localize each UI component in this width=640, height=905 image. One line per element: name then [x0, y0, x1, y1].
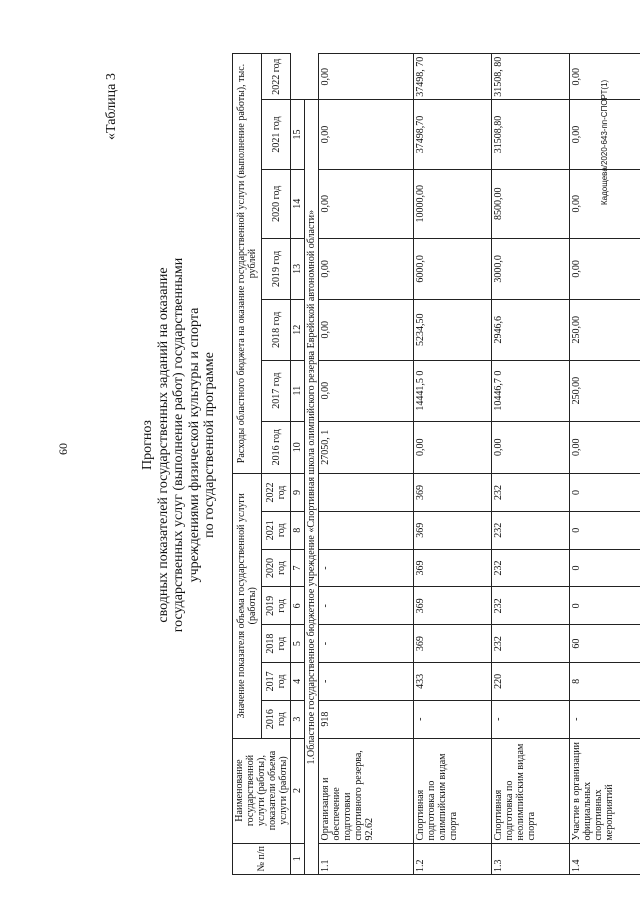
table-row: [319, 54, 414, 875]
row-value-cell: 369: [414, 511, 492, 549]
row-value-cell: -: [319, 587, 414, 625]
row-value-cell: 37498,70: [414, 100, 492, 169]
row-value-cell: 60: [570, 625, 640, 663]
row-number: 1.1: [319, 843, 414, 874]
table-row: [414, 54, 492, 875]
bud-year: 2016 год: [262, 421, 291, 473]
row-value-cell: 0: [570, 511, 640, 549]
bud-year: 2018 год: [262, 299, 291, 360]
col-number: 1: [291, 843, 305, 874]
row-value-cell: 8: [570, 662, 640, 700]
page-number: 60: [56, 443, 70, 455]
row-value-cell: 232: [492, 625, 570, 663]
row-value-cell: 433: [414, 662, 492, 700]
row-value-cell: 3000,0: [492, 238, 570, 299]
row-value-cell: 0,00: [319, 54, 414, 100]
row-value-cell: 0,00: [319, 360, 414, 421]
row-service-name: Спортивная подготовка по олимпийским видам спорта: [414, 738, 492, 843]
row-value-cell: 2946,6: [492, 299, 570, 360]
row-value-cell: 0,00: [414, 421, 492, 473]
row-value-cell: 0,00: [319, 299, 414, 360]
row-value-cell: -: [319, 662, 414, 700]
row-value-cell: [319, 474, 414, 512]
heading-line: учреждениями физической культуры и спорта: [186, 307, 202, 583]
header-name: Наименование государственной услуги (работы), показатели объема услуги (работы): [233, 738, 291, 843]
row-number: 1.2: [414, 843, 492, 874]
row-value-cell: 0: [570, 474, 640, 512]
row-value-cell: -: [414, 700, 492, 738]
row-number: 1.3: [492, 843, 570, 874]
vol-year: 2019 год: [262, 587, 291, 625]
row-value-cell: 369: [414, 549, 492, 587]
heading-line: сводных показателей государственных заданий на оказание: [155, 267, 171, 623]
bud-year: 2021 год: [262, 100, 291, 169]
header-num: № п/п: [233, 843, 291, 874]
row-value-cell: 0: [570, 587, 640, 625]
col-number: 3: [291, 700, 305, 738]
vol-year: 2022 год: [262, 474, 291, 512]
col-number: 5: [291, 625, 305, 663]
row-value-cell: 0,00: [319, 100, 414, 169]
row-value-cell: 369: [414, 587, 492, 625]
vol-year: 2018 год: [262, 625, 291, 663]
row-service-name: Организация и обеспечение подготовки спортивного резерва, 92.62: [319, 738, 414, 843]
row-value-cell: 369: [414, 625, 492, 663]
bud-year: 2022 год: [262, 54, 291, 100]
row-value-cell: 0,00: [319, 169, 414, 238]
row-value-cell: 14441,5 0: [414, 360, 492, 421]
row-value-cell: 250,00: [570, 360, 640, 421]
row-value-cell: 250,00: [570, 299, 640, 360]
row-value-cell: 0,00: [319, 238, 414, 299]
heading-line: государственных услуг (выполнение работ) государственными: [171, 257, 186, 633]
row-value-cell: -: [319, 625, 414, 663]
document-heading: [140, 185, 218, 705]
col-number: 11: [291, 360, 305, 421]
row-value-cell: 5234,50: [414, 299, 492, 360]
row-value-cell: 232: [492, 587, 570, 625]
heading-line: Прогноз: [140, 420, 155, 470]
row-value-cell: -: [319, 549, 414, 587]
col-number: 15: [291, 100, 305, 169]
row-value-cell: 10446,7 0: [492, 360, 570, 421]
col-number: 13: [291, 238, 305, 299]
col-number: 2: [291, 738, 305, 843]
row-value-cell: 31508,80: [492, 100, 570, 169]
column-number-row: [291, 54, 305, 875]
row-value-cell: [319, 511, 414, 549]
row-value-cell: 8500,00: [492, 169, 570, 238]
col-number: 7: [291, 549, 305, 587]
table-row: [492, 54, 570, 875]
col-number: 14: [291, 169, 305, 238]
section-title: 1.Областное государственное бюджетное учреждение «Спортивная школа олимпийского резерва Еврейской автономной области»: [305, 100, 319, 875]
vol-year: 2017 год: [262, 662, 291, 700]
row-value-cell: 918: [319, 700, 414, 738]
footer-code: Кадощева/2020-643-пп-СПОРТ(1): [600, 79, 609, 205]
row-value-cell: 6000,0: [414, 238, 492, 299]
row-value-cell: -: [492, 700, 570, 738]
bud-year: 2017 год: [262, 360, 291, 421]
forecast-table: [232, 53, 640, 875]
header-volume: Значение показателя объема государственной услуги (работы): [233, 474, 262, 739]
forecast-table-wrapper: [232, 53, 640, 875]
col-number: 12: [291, 299, 305, 360]
col-number: 10: [291, 421, 305, 473]
row-service-name: Участие в организации официальных спортивных мероприятий: [570, 738, 640, 843]
table-body: [319, 54, 640, 875]
row-value-cell: -: [570, 700, 640, 738]
table-label: «Таблица 3: [104, 73, 119, 140]
row-value-cell: 232: [492, 511, 570, 549]
col-number: 6: [291, 587, 305, 625]
section-row: [305, 54, 319, 875]
row-value-cell: 0,00: [492, 421, 570, 473]
row-value-cell: 0,00: [570, 100, 640, 169]
col-number: 8: [291, 511, 305, 549]
vol-year: 2020 год: [262, 549, 291, 587]
header-budget: Расходы областного бюджета на оказание государственной услуги (выполнение работы), тыс. рублей: [233, 54, 262, 474]
heading-line: по государственной программе: [202, 352, 217, 538]
row-value-cell: 232: [492, 474, 570, 512]
row-value-cell: 0,00: [570, 421, 640, 473]
row-value-cell: 0,00: [570, 169, 640, 238]
row-value-cell: 0,00: [570, 54, 640, 100]
vol-year: 2016 год: [262, 700, 291, 738]
row-value-cell: 0: [570, 549, 640, 587]
row-value-cell: 369: [414, 474, 492, 512]
row-value-cell: 37498, 70: [414, 54, 492, 100]
col-number: 9: [291, 474, 305, 512]
row-value-cell: 31508, 80: [492, 54, 570, 100]
bud-year: 2019 год: [262, 238, 291, 299]
row-service-name: Спортивная подготовка по неолимпийским видам спорта: [492, 738, 570, 843]
col-number: 4: [291, 662, 305, 700]
row-number: 1.4: [570, 843, 640, 874]
row-value-cell: 220: [492, 662, 570, 700]
bud-year: 2020 год: [262, 169, 291, 238]
row-value-cell: 0,00: [570, 238, 640, 299]
vol-year: 2021 год: [262, 511, 291, 549]
row-value-cell: 27050, 1: [319, 421, 414, 473]
row-value-cell: 10000,00: [414, 169, 492, 238]
row-value-cell: 232: [492, 549, 570, 587]
